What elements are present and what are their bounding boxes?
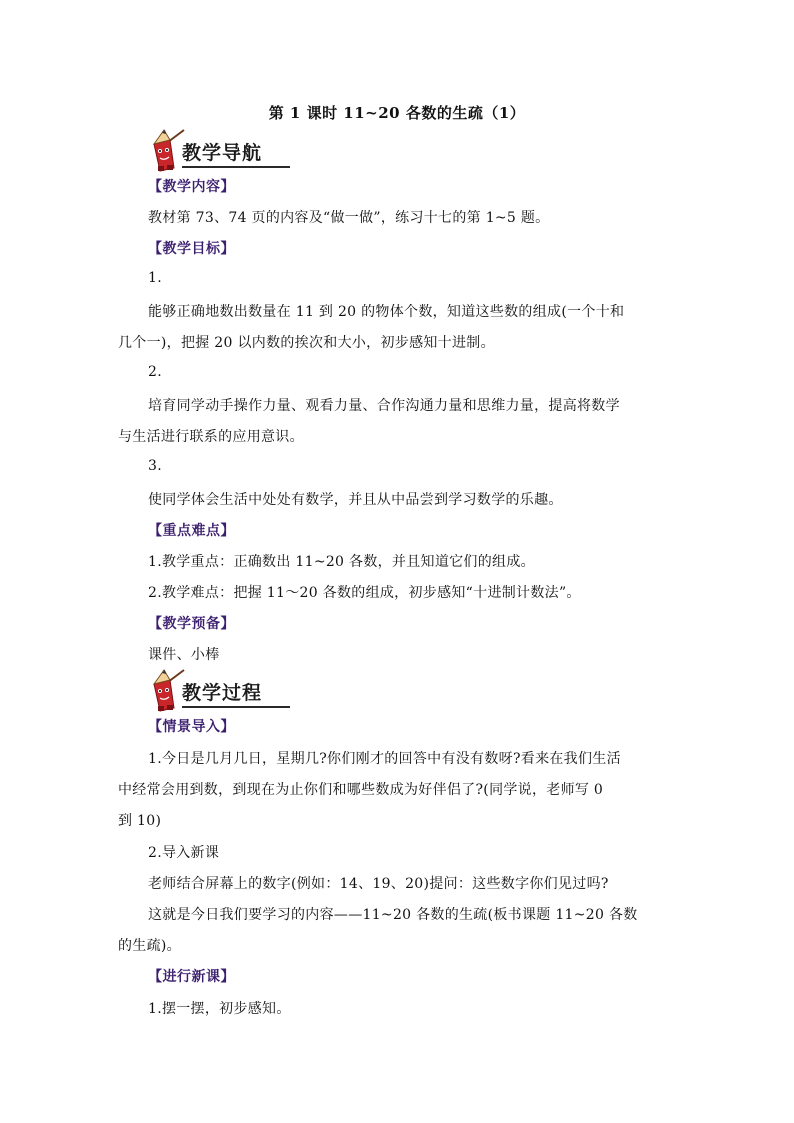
new-lesson-step1: 1.摆一摆，初步感知。: [148, 1001, 291, 1017]
goal2-line2: 与生活进行联系的应用意识。: [118, 429, 304, 445]
section-banner-label: 教学导航: [182, 142, 263, 164]
scene2-label: 2.导入新课: [148, 845, 220, 861]
section-banner-guide: [148, 128, 288, 172]
scene1-line3: 到 10): [118, 813, 162, 829]
scene2-line3: 的生疏)。: [118, 938, 181, 954]
heading-scene: 【情景导入】: [148, 719, 235, 735]
key-point-2: 2.教学难点：把握 11～20 各数的组成，初步感知“十进制计数法”。: [148, 585, 581, 601]
heading-newlesson: 【进行新课】: [148, 969, 235, 985]
content-line: 教材第 73、74 页的内容及“做一做”，练习十七的第 1~5 题。: [148, 210, 550, 226]
goal2-line1: 培育同学动手操作力量、观看力量、合作沟通力量和思维力量，提高将数学: [148, 398, 620, 414]
heading-key: 【重点难点】: [148, 523, 235, 539]
banner-underline: [182, 706, 290, 708]
scene1-line2: 中经常会用到数，到现在为止你们和哪些数成为好伴侣了?(同学说，老师写 0: [118, 782, 604, 798]
goal3-line1: 使同学体会生活中处处有数学，并且从中品尝到学习数学的乐趣。: [148, 492, 563, 508]
document-title: 第 1 课时 11~20 各数的生疏（1）: [268, 104, 526, 122]
heading-prep: 【教学预备】: [148, 616, 235, 632]
goal1-line2: 几个一)，把握 20 以内数的挨次和大小，初步感知十进制。: [118, 335, 495, 351]
goal3-number: 3.: [148, 458, 162, 474]
goal1-line1: 能够正确地数出数量在 11 到 20 的物体个数，知道这些数的组成(一个十和: [148, 304, 625, 320]
banner-underline: [182, 166, 290, 168]
section-banner-process: [148, 668, 288, 712]
goal2-number: 2.: [148, 364, 162, 380]
section-banner-label: 教学过程: [182, 682, 263, 704]
heading-goals: 【教学目标】: [148, 241, 235, 257]
heading-content: 【教学内容】: [148, 179, 235, 195]
scene1-line1: 1.今日是几月几日，星期几?你们刚才的回答中有没有数呀?看来在我们生活: [148, 751, 621, 767]
scene2-line1: 老师结合屏幕上的数字(例如：14、19、20)提问：这些数字你们见过吗?: [148, 876, 609, 892]
goal1-number: 1.: [148, 270, 162, 286]
prep-line: 课件、小棒: [148, 647, 220, 663]
scene2-line2: 这就是今日我们要学习的内容——11~20 各数的生疏(板书课题 11~20 各数: [148, 907, 638, 923]
key-point-1: 1.教学重点：正确数出 11~20 各数，并且知道它们的组成。: [148, 554, 535, 570]
